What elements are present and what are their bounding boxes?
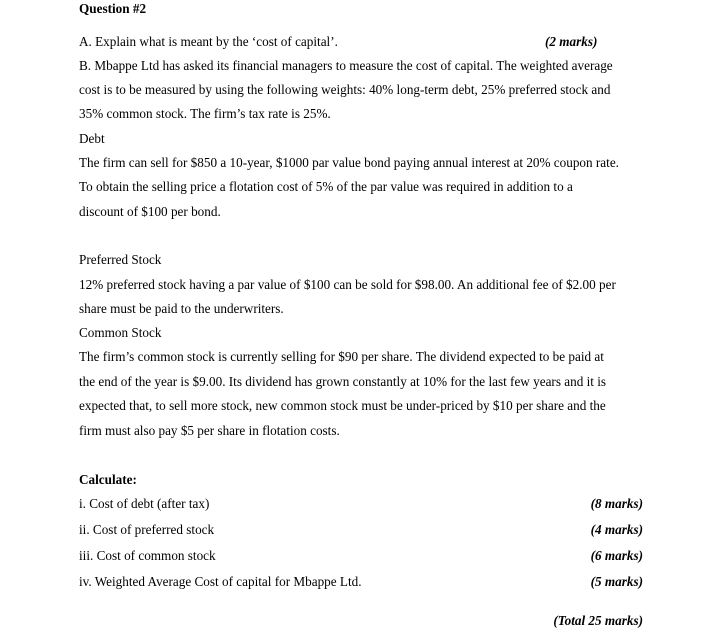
debt-line-2: To obtain the selling price a flotation cost of 5% of the par value was required in addition to a [79, 179, 573, 194]
part-a-text: A. Explain what is meant by the ‘cost of capital’. [79, 34, 338, 49]
calc-item-4-label: iv. Weighted Average Cost of capital for Mbappe Ltd. [79, 574, 362, 589]
common-line-2: the end of the year is $9.00. Its dividend has grown constantly at 10% for the last few years and it is [79, 374, 607, 389]
common-line-1: The firm’s common stock is currently selling for $90 per share. The dividend expected to be paid at [79, 349, 604, 364]
part-b-line-2: cost is to be measured by using the following weights: 40% long-term debt, 25% preferred stock and [79, 82, 611, 97]
question-title: Question #2 [79, 1, 147, 16]
calc-item-4-marks: (5 marks) [590, 574, 643, 589]
calc-item-2-label: ii. Cost of preferred stock [79, 522, 215, 537]
calc-item-3-label: iii. Cost of common stock [79, 548, 216, 563]
calc-item-1-label: i. Cost of debt (after tax) [79, 496, 210, 511]
preferred-heading: Preferred Stock [79, 252, 162, 267]
preferred-line-2: share must be paid to the underwriters. [79, 301, 284, 316]
part-b-line-1: B. Mbappe Ltd has asked its financial managers to measure the cost of capital. The weighted average [79, 58, 613, 73]
part-b-line-3: 35% common stock. The firm’s tax rate is 25%. [79, 106, 331, 121]
debt-line-3: discount of $100 per bond. [79, 204, 221, 219]
part-a-marks: (2 marks) [545, 34, 598, 49]
total-marks: (Total 25 marks) [553, 613, 643, 628]
calc-item-2-marks: (4 marks) [590, 522, 643, 537]
calc-item-3-marks: (6 marks) [590, 548, 643, 563]
calc-item-1-marks: (8 marks) [590, 496, 643, 511]
common-line-3: expected that, to sell more stock, new common stock must be under-priced by $10 per share and the [79, 398, 606, 413]
debt-heading: Debt [79, 131, 105, 146]
common-heading: Common Stock [79, 325, 162, 340]
calculate-heading: Calculate: [79, 472, 137, 487]
preferred-line-1: 12% preferred stock having a par value of $100 can be sold for $98.00. An additional fee of $2.00 per [79, 277, 616, 292]
debt-line-1: The firm can sell for $850 a 10-year, $1000 par value bond paying annual interest at 20% coupon rate. [79, 155, 619, 170]
common-line-4: firm must also pay $5 per share in flotation costs. [79, 423, 340, 438]
